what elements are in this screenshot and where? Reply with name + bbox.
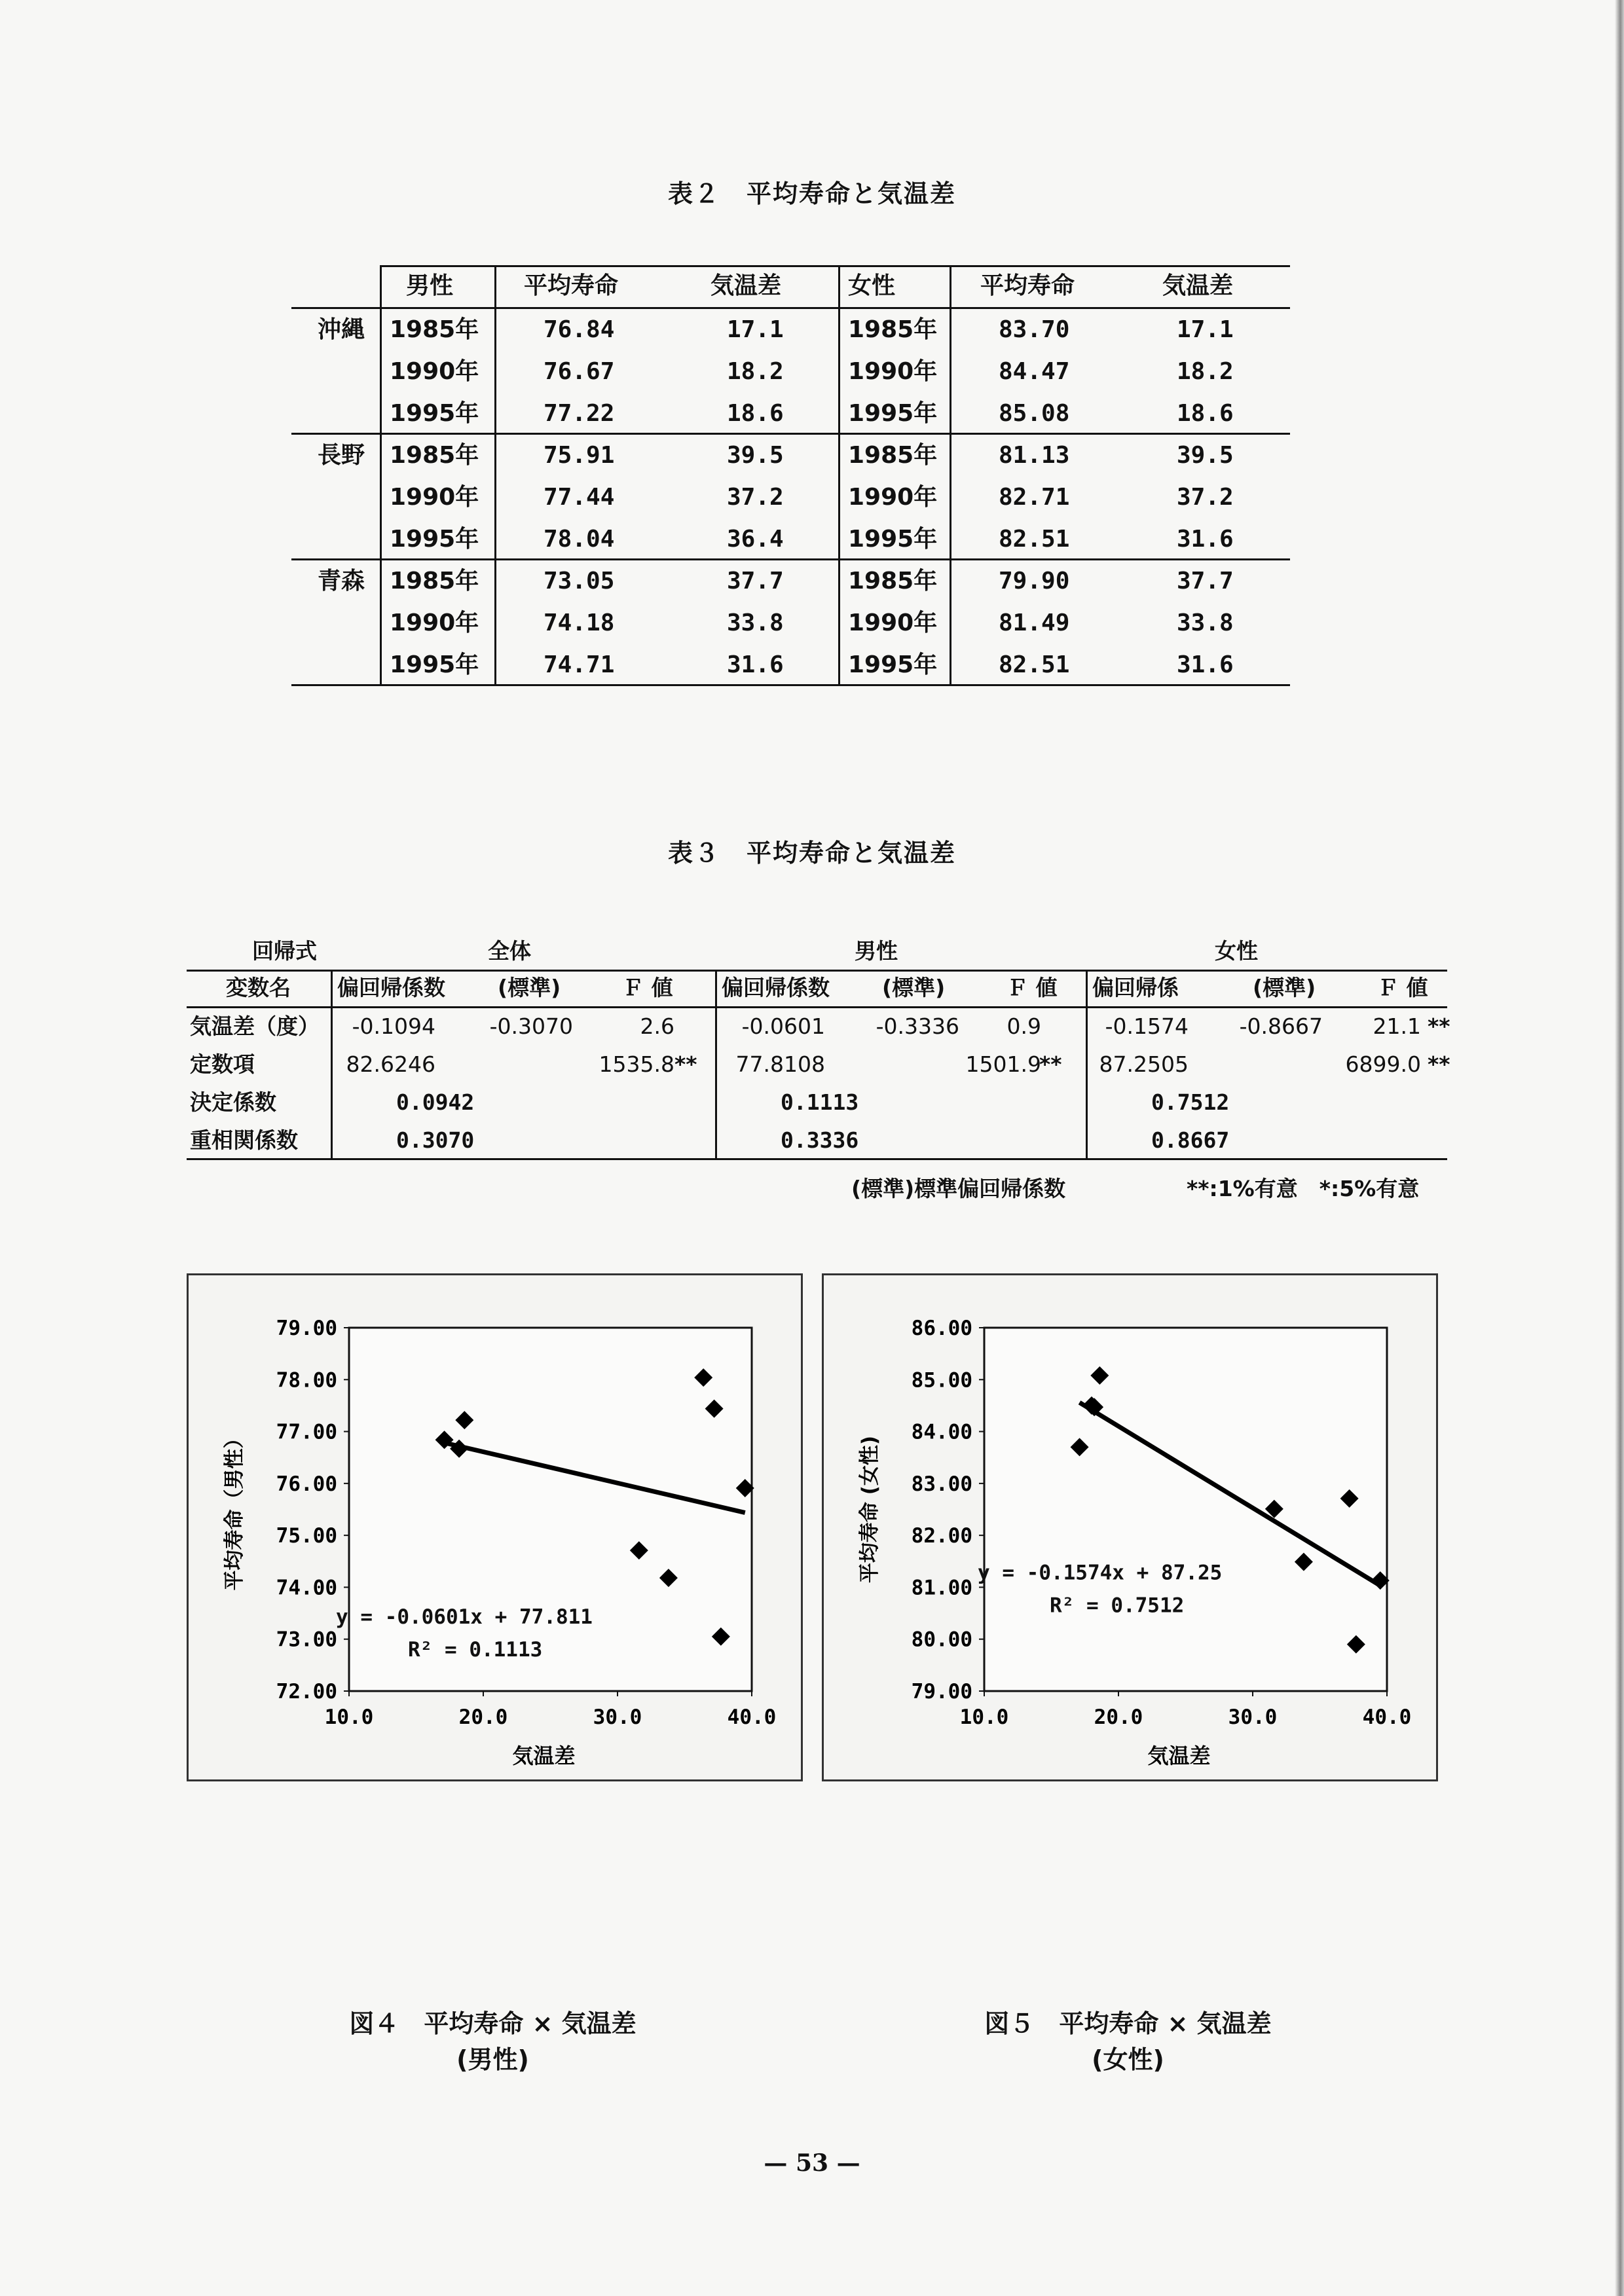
y-tick-label: 80.00	[911, 1628, 972, 1652]
chart-svg	[824, 1275, 1436, 1779]
table3-col-f: Ｆ 値	[1377, 975, 1428, 1000]
table3-row-header-title: 回帰式	[252, 938, 317, 964]
table2-region-label: 長野	[318, 442, 365, 469]
table2-female-life: 79.90	[999, 568, 1070, 594]
y-tick-label: 84.00	[911, 1420, 972, 1444]
table3-cell-value: -0.0601	[741, 1013, 825, 1039]
table3-cell-value: 77.8108	[735, 1051, 825, 1077]
table2-female-temp: 39.5	[1177, 442, 1234, 469]
table2-male-life: 78.04	[544, 526, 615, 553]
table2-male-year: 1995年	[390, 651, 479, 678]
table3-cell-value: 1501.9	[965, 1051, 1041, 1077]
table2-female-temp: 31.6	[1177, 651, 1234, 678]
y-tick-label: 85.00	[911, 1368, 972, 1393]
table3-var-header: 変数名	[226, 975, 291, 1000]
table3-col-f: Ｆ 値	[1006, 975, 1058, 1000]
x-tick-label: 30.0	[1228, 1705, 1278, 1729]
y-tick-label: 74.00	[276, 1576, 337, 1600]
table2-region-label: 青森	[318, 568, 365, 594]
table3-rule-vertical	[331, 970, 333, 1158]
table3-cell-value: 82.6246	[346, 1051, 435, 1077]
table2-male-life: 74.71	[544, 651, 615, 678]
table3-col-std: (標準)	[882, 975, 946, 1000]
x-axis-label: 気温差	[1147, 1743, 1211, 1768]
table3-cell-value: 87.2505	[1099, 1051, 1189, 1077]
table3-footnote-std: (標準)標準偏回帰係数	[851, 1176, 1066, 1201]
table2-female-year: 1990年	[848, 484, 938, 511]
y-tick-label: 83.00	[911, 1472, 972, 1496]
figure-5-caption-sub: (女性)	[1092, 2045, 1164, 2074]
table3-cell-value: 6899.0	[1345, 1051, 1421, 1077]
table2-female-temp: 37.2	[1177, 484, 1234, 511]
table2-caption: 表２ 平均寿命と気温差	[667, 179, 956, 208]
figure-4-caption	[187, 2003, 799, 2075]
table2-male-temp: 31.6	[727, 651, 784, 678]
table2-male-life: 73.05	[544, 568, 615, 594]
table3-row-label: 気温差（度）	[190, 1013, 320, 1039]
chart-svg	[189, 1275, 801, 1779]
figure-4-caption-title: 図４ 平均寿命 × 気温差	[349, 2009, 637, 2038]
table2-female-year: 1990年	[848, 358, 938, 385]
table2-female-life: 83.70	[999, 316, 1070, 343]
table2-male-life: 75.91	[544, 442, 615, 469]
trendline-equation: y = -0.0601x + 77.811	[336, 1605, 593, 1629]
table3-col-coef: 偏回帰係数	[337, 975, 445, 1000]
y-tick-label: 77.00	[276, 1420, 337, 1444]
y-tick-label: 76.00	[276, 1472, 337, 1496]
table2-female-life: 84.47	[999, 358, 1070, 385]
table3-cell-value: 0.9	[1006, 1013, 1041, 1039]
trendline-r-squared: R² = 0.7512	[1050, 1594, 1185, 1618]
table2-male-year: 1990年	[390, 358, 479, 385]
table2-female-year: 1995年	[848, 400, 938, 427]
table2-female-year: 1985年	[848, 442, 938, 469]
x-tick-label: 40.0	[727, 1705, 777, 1729]
table3-col-std: (標準)	[498, 975, 561, 1000]
x-tick-label: 20.0	[458, 1705, 508, 1729]
figure-4-caption-sub: (男性)	[456, 2045, 529, 2074]
table2-male-life: 77.44	[544, 484, 615, 511]
table2-header-male-temp: 気温差	[710, 272, 782, 299]
table2-rule-vertical	[380, 265, 382, 686]
table2-male-year: 1995年	[390, 400, 479, 427]
page-number: — 53 —	[764, 2149, 860, 2177]
table3-cell-value: 0.7512	[1151, 1089, 1230, 1115]
table3-cell-value: 0.0942	[396, 1089, 475, 1115]
y-tick-label: 78.00	[276, 1368, 337, 1393]
table2-female-year: 1985年	[848, 568, 938, 594]
table2-male-temp: 18.6	[727, 400, 784, 427]
table2-male-temp: 39.5	[727, 442, 784, 469]
table3-row-label: 定数項	[190, 1051, 255, 1077]
table2-female-year: 1985年	[848, 316, 938, 343]
y-tick-label: 75.00	[276, 1524, 337, 1548]
table3-col-f: Ｆ 値	[622, 975, 673, 1000]
table3-cell-value: 21.1	[1373, 1013, 1421, 1039]
table2-female-temp: 18.6	[1177, 400, 1234, 427]
table2	[291, 265, 1290, 693]
table2-male-year: 1985年	[390, 316, 479, 343]
table3-col-coef: 偏回帰係	[1092, 975, 1179, 1000]
table3-cell-value: 0.3070	[396, 1127, 475, 1153]
table2-male-life: 77.22	[544, 400, 615, 427]
table2-female-life: 81.49	[999, 610, 1070, 636]
trendline-r-squared: R² = 0.1113	[408, 1637, 543, 1662]
table3-significance-mark: **	[1428, 1051, 1450, 1077]
table2-male-temp: 33.8	[727, 610, 784, 636]
plot-area	[349, 1328, 752, 1691]
table3-rule-vertical	[1086, 970, 1088, 1158]
table2-male-life: 74.18	[544, 610, 615, 636]
table2-header-female: 女性	[848, 272, 896, 299]
table2-female-life: 82.71	[999, 484, 1070, 511]
table3-cell-value: 0.8667	[1151, 1127, 1230, 1153]
table3-rule-vertical	[715, 970, 717, 1158]
table2-male-temp: 36.4	[727, 526, 784, 553]
table2-male-year: 1985年	[390, 442, 479, 469]
table2-male-temp: 37.2	[727, 484, 784, 511]
plot-area	[984, 1328, 1387, 1691]
table3-significance-mark: **	[1428, 1013, 1450, 1039]
table2-female-life: 81.13	[999, 442, 1070, 469]
table3-cell-value: 0.1113	[781, 1089, 859, 1115]
table3-row-label: 決定係数	[190, 1089, 276, 1115]
table2-female-temp: 37.7	[1177, 568, 1234, 594]
figure-5-caption	[822, 2003, 1434, 2075]
table2-region-label: 沖縄	[318, 316, 365, 343]
table3-significance-mark: **	[1039, 1051, 1062, 1077]
table3-cell-value: 1535.8	[599, 1051, 674, 1077]
table2-header-male: 男性	[406, 272, 454, 299]
table2-rule-vertical	[494, 265, 496, 686]
x-tick-label: 40.0	[1362, 1705, 1412, 1729]
table3-footnote-sig: **:1%有意 *:5%有意	[1187, 1176, 1420, 1201]
y-tick-label: 82.00	[911, 1524, 972, 1548]
table3-cell-value: 2.6	[640, 1013, 674, 1039]
x-tick-label: 30.0	[593, 1705, 642, 1729]
x-axis-label: 気温差	[512, 1743, 576, 1768]
table3-cell-value: -0.3336	[876, 1013, 959, 1039]
trendline-equation: y = -0.1574x + 87.25	[978, 1561, 1223, 1585]
table2-female-life: 82.51	[999, 526, 1070, 553]
y-axis-label: 平均寿命（男性）	[223, 1428, 246, 1591]
y-tick-label: 79.00	[911, 1680, 972, 1704]
table2-female-year: 1990年	[848, 610, 938, 636]
table2-header-female-temp: 気温差	[1162, 272, 1234, 299]
x-tick-label: 10.0	[324, 1705, 374, 1729]
y-tick-label: 86.00	[911, 1317, 972, 1340]
table2-rule-vertical	[838, 265, 840, 686]
table2-female-temp: 18.2	[1177, 358, 1234, 385]
y-tick-label: 81.00	[911, 1576, 972, 1600]
y-axis-label: 平均寿命 (女性)	[858, 1435, 881, 1584]
table2-female-temp: 17.1	[1177, 316, 1234, 343]
table2-female-temp: 31.6	[1177, 526, 1234, 553]
y-tick-label: 73.00	[276, 1628, 337, 1652]
table2-female-life: 85.08	[999, 400, 1070, 427]
table2-female-life: 82.51	[999, 651, 1070, 678]
table2-female-temp: 33.8	[1177, 610, 1234, 636]
x-tick-label: 10.0	[959, 1705, 1009, 1729]
table3-row-label: 重相関係数	[190, 1127, 298, 1153]
table2-male-temp: 37.7	[727, 568, 784, 594]
table2-rule-vertical	[950, 265, 951, 686]
table3	[187, 933, 1450, 1208]
table2-male-year: 1990年	[390, 610, 479, 636]
table3-group-title: 男性	[855, 938, 898, 964]
table3-group-title: 女性	[1215, 938, 1258, 964]
table2-header-male-life: 平均寿命	[524, 272, 619, 299]
table2-rule-top	[380, 265, 1290, 267]
table2-male-life: 76.84	[544, 316, 615, 343]
figure-5-caption-title: 図５ 平均寿命 × 気温差	[984, 2009, 1272, 2038]
table2-male-life: 76.67	[544, 358, 615, 385]
y-tick-label: 79.00	[276, 1317, 337, 1340]
table3-significance-mark: **	[674, 1051, 697, 1077]
scan-edge-shadow	[1615, 0, 1624, 2296]
x-tick-label: 20.0	[1094, 1705, 1143, 1729]
table2-male-temp: 18.2	[727, 358, 784, 385]
table3-cell-value: -0.3070	[489, 1013, 573, 1039]
table3-group-title: 全体	[488, 938, 531, 964]
table3-cell-value: 0.3336	[781, 1127, 859, 1153]
table2-male-temp: 17.1	[727, 316, 784, 343]
figure-5-chart	[822, 1273, 1438, 1781]
y-tick-label: 72.00	[276, 1680, 337, 1704]
table2-female-year: 1995年	[848, 526, 938, 553]
figure-4-chart	[187, 1273, 803, 1781]
table3-col-std: (標準)	[1253, 975, 1316, 1000]
table3-cell-value: -0.1574	[1105, 1013, 1189, 1039]
table3-cell-value: -0.1094	[352, 1013, 435, 1039]
table2-header-female-life: 平均寿命	[980, 272, 1075, 299]
table3-cell-value: -0.8667	[1239, 1013, 1323, 1039]
table2-male-year: 1985年	[390, 568, 479, 594]
table3-caption: 表３ 平均寿命と気温差	[667, 839, 956, 867]
table2-male-year: 1990年	[390, 484, 479, 511]
table3-col-coef: 偏回帰係数	[722, 975, 830, 1000]
table2-female-year: 1995年	[848, 651, 938, 678]
table2-male-year: 1995年	[390, 526, 479, 553]
